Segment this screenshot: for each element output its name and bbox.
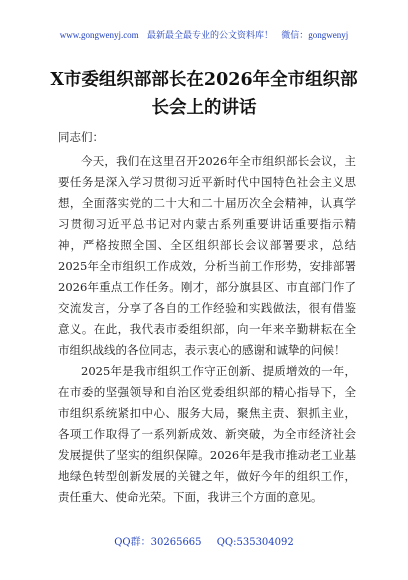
footer-contact (0, 533, 408, 548)
document-body (58, 151, 356, 508)
title-line-2: 长会上的讲话 (151, 98, 257, 118)
site-banner (0, 28, 408, 41)
footer-qq: QQ:535304092 (216, 537, 294, 548)
wechat-id: 微信：gongwenyj (281, 30, 349, 40)
salutation: 同志们： (58, 130, 104, 144)
title-line-1: X市委组织部部长在2026年全市组织部 (50, 70, 358, 90)
site-url[interactable]: www.gongwenyj.com (59, 30, 139, 40)
paragraph-1: 今天，我们在这里召开2026年全市组织部长会议，主要任务是深入学习贯彻习近平新时代中国特色社会主义思想，全面落实党的二十大和二十届历次全会精神，认真学习贯彻习近平总书记对内蒙古系列重要讲话重要指示精神，严格按照全国、全区组织部长会议部署要求，总结2025年全市组织工作成效，分析当前工作形势，安排部署2026年重点工作任务。刚才，部分旗县区、市直部门作了交流发言，分享了各自的工作经验和实践做法，很有借鉴意义。在此，我代表市委组织部，向一年来辛勤耕耘在全市组织战线的各位同志，表示衷心的感谢和诚挚的问候！ (58, 154, 356, 357)
paragraph-2: 2025年是我市组织工作守正创新、提质增效的一年，在市委的坚强领导和自治区党委组织部的精心指导下，全市组织系统紧扣中心、服务大局，聚焦主责、狠抓主业，各项工作取得了一系列新成效、新突破，为全市经济社会发展提供了坚实的组织保障。2026年是我市推动老工业基地绿色转型创新发展的关键之年，做好今年的组织工作，责任重大、使命光荣。下面，我讲三个方面的意见。 (58, 364, 356, 504)
footer-qq-group: QQ群：30265665 (114, 537, 202, 548)
document-title (30, 66, 378, 122)
site-tagline: 最新最全最专业的公文资料库！ (146, 30, 273, 40)
